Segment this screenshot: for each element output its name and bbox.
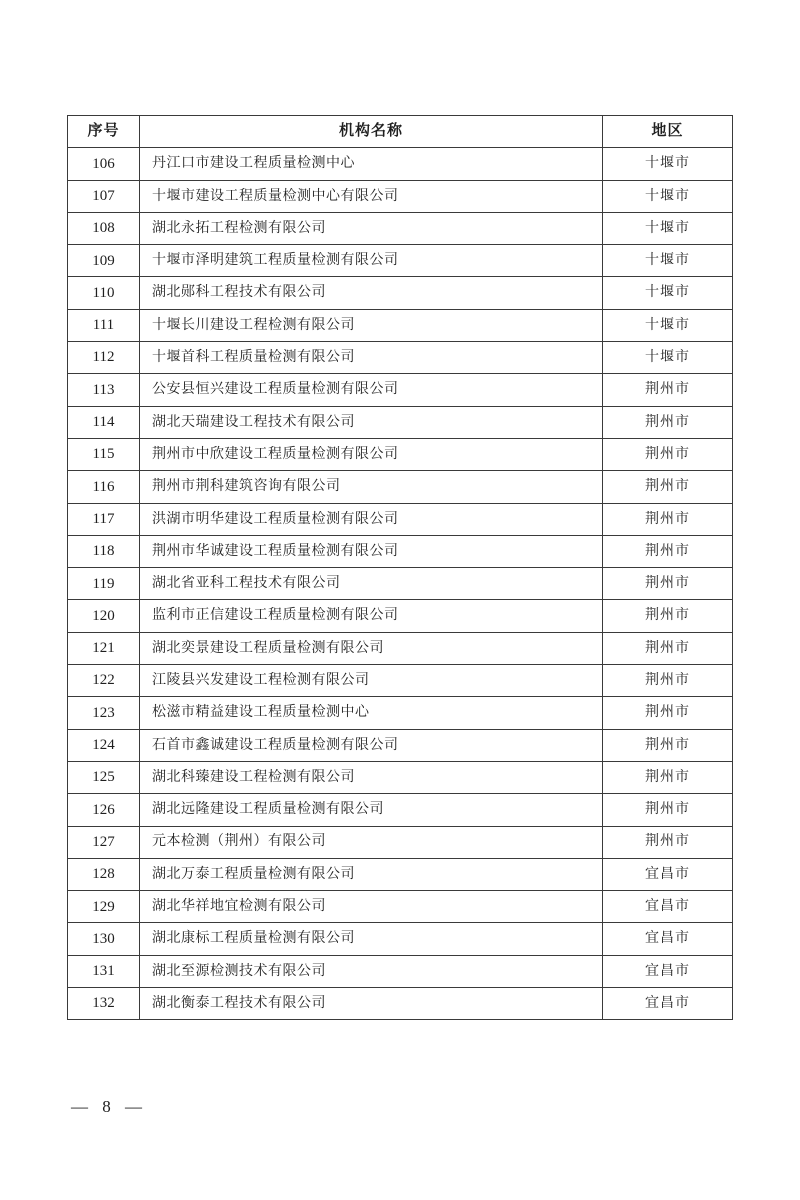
organizations-table — [67, 115, 733, 1020]
serial-cell: 124 — [68, 729, 140, 761]
region-cell: 荆州市 — [603, 632, 733, 664]
name-cell: 监利市正信建设工程质量检测有限公司 — [140, 600, 603, 632]
table-row — [68, 665, 733, 697]
name-cell: 湖北永拓工程检测有限公司 — [140, 212, 603, 244]
table-row — [68, 632, 733, 664]
region-cell: 荆州市 — [603, 503, 733, 535]
table-header-row — [68, 116, 733, 148]
name-cell: 湖北科臻建设工程检测有限公司 — [140, 761, 603, 793]
table-row — [68, 858, 733, 890]
name-cell: 石首市鑫诚建设工程质量检测有限公司 — [140, 729, 603, 761]
name-cell: 元本检测（荆州）有限公司 — [140, 826, 603, 858]
serial-cell: 116 — [68, 471, 140, 503]
table-row — [68, 212, 733, 244]
table-row — [68, 697, 733, 729]
table-row — [68, 535, 733, 567]
region-cell: 荆州市 — [603, 826, 733, 858]
table-row — [68, 245, 733, 277]
header-serial: 序号 — [68, 116, 140, 148]
region-cell: 荆州市 — [603, 438, 733, 470]
serial-cell: 131 — [68, 955, 140, 987]
region-cell: 宜昌市 — [603, 988, 733, 1020]
region-cell: 荆州市 — [603, 665, 733, 697]
region-cell: 十堰市 — [603, 309, 733, 341]
table-row — [68, 342, 733, 374]
region-cell: 荆州市 — [603, 600, 733, 632]
serial-cell: 106 — [68, 148, 140, 180]
region-cell: 十堰市 — [603, 148, 733, 180]
name-cell: 湖北郧科工程技术有限公司 — [140, 277, 603, 309]
region-cell: 十堰市 — [603, 245, 733, 277]
region-cell: 宜昌市 — [603, 923, 733, 955]
table-row — [68, 180, 733, 212]
table-row — [68, 955, 733, 987]
name-cell: 江陵县兴发建设工程检测有限公司 — [140, 665, 603, 697]
region-cell: 宜昌市 — [603, 891, 733, 923]
table-row — [68, 891, 733, 923]
header-name: 机构名称 — [140, 116, 603, 148]
name-cell: 十堰长川建设工程检测有限公司 — [140, 309, 603, 341]
serial-cell: 127 — [68, 826, 140, 858]
table-header — [68, 116, 733, 148]
name-cell: 湖北衡泰工程技术有限公司 — [140, 988, 603, 1020]
region-cell: 荆州市 — [603, 729, 733, 761]
serial-cell: 122 — [68, 665, 140, 697]
serial-cell: 107 — [68, 180, 140, 212]
serial-cell: 132 — [68, 988, 140, 1020]
region-cell: 宜昌市 — [603, 858, 733, 890]
name-cell: 湖北华祥地宜检测有限公司 — [140, 891, 603, 923]
table-row — [68, 309, 733, 341]
name-cell: 湖北天瑞建设工程技术有限公司 — [140, 406, 603, 438]
serial-cell: 125 — [68, 761, 140, 793]
name-cell: 十堰市建设工程质量检测中心有限公司 — [140, 180, 603, 212]
serial-cell: 109 — [68, 245, 140, 277]
serial-cell: 130 — [68, 923, 140, 955]
name-cell: 湖北奕景建设工程质量检测有限公司 — [140, 632, 603, 664]
table-body — [68, 148, 733, 1020]
table-row — [68, 729, 733, 761]
table-row — [68, 471, 733, 503]
serial-cell: 110 — [68, 277, 140, 309]
name-cell: 荆州市中欣建设工程质量检测有限公司 — [140, 438, 603, 470]
serial-cell: 119 — [68, 568, 140, 600]
name-cell: 十堰市泽明建筑工程质量检测有限公司 — [140, 245, 603, 277]
serial-cell: 123 — [68, 697, 140, 729]
serial-cell: 118 — [68, 535, 140, 567]
region-cell: 十堰市 — [603, 212, 733, 244]
name-cell: 公安县恒兴建设工程质量检测有限公司 — [140, 374, 603, 406]
serial-cell: 115 — [68, 438, 140, 470]
region-cell: 十堰市 — [603, 342, 733, 374]
name-cell: 湖北至源检测技术有限公司 — [140, 955, 603, 987]
header-region: 地区 — [603, 116, 733, 148]
name-cell: 荆州市华诚建设工程质量检测有限公司 — [140, 535, 603, 567]
table-row — [68, 277, 733, 309]
page-number: — 8 — — [71, 1097, 144, 1116]
name-cell: 湖北万泰工程质量检测有限公司 — [140, 858, 603, 890]
region-cell: 荆州市 — [603, 471, 733, 503]
name-cell: 洪湖市明华建设工程质量检测有限公司 — [140, 503, 603, 535]
region-cell: 十堰市 — [603, 277, 733, 309]
region-cell: 荆州市 — [603, 761, 733, 793]
serial-cell: 117 — [68, 503, 140, 535]
region-cell: 荆州市 — [603, 406, 733, 438]
region-cell: 荆州市 — [603, 568, 733, 600]
region-cell: 宜昌市 — [603, 955, 733, 987]
name-cell: 丹江口市建设工程质量检测中心 — [140, 148, 603, 180]
table-row — [68, 988, 733, 1020]
name-cell: 十堰首科工程质量检测有限公司 — [140, 342, 603, 374]
name-cell: 湖北康标工程质量检测有限公司 — [140, 923, 603, 955]
name-cell: 松滋市精益建设工程质量检测中心 — [140, 697, 603, 729]
table-row — [68, 826, 733, 858]
table-row — [68, 503, 733, 535]
region-cell: 荆州市 — [603, 697, 733, 729]
serial-cell: 113 — [68, 374, 140, 406]
name-cell: 湖北远隆建设工程质量检测有限公司 — [140, 794, 603, 826]
table-row — [68, 923, 733, 955]
table-row — [68, 568, 733, 600]
region-cell: 荆州市 — [603, 794, 733, 826]
region-cell: 十堰市 — [603, 180, 733, 212]
serial-cell: 108 — [68, 212, 140, 244]
serial-cell: 112 — [68, 342, 140, 374]
serial-cell: 120 — [68, 600, 140, 632]
name-cell: 荆州市荆科建筑咨询有限公司 — [140, 471, 603, 503]
serial-cell: 129 — [68, 891, 140, 923]
table-row — [68, 374, 733, 406]
table-row — [68, 794, 733, 826]
region-cell: 荆州市 — [603, 374, 733, 406]
table-row — [68, 761, 733, 793]
name-cell: 湖北省亚科工程技术有限公司 — [140, 568, 603, 600]
table-row — [68, 148, 733, 180]
serial-cell: 128 — [68, 858, 140, 890]
region-cell: 荆州市 — [603, 535, 733, 567]
serial-cell: 111 — [68, 309, 140, 341]
serial-cell: 121 — [68, 632, 140, 664]
table-row — [68, 600, 733, 632]
table-row — [68, 406, 733, 438]
serial-cell: 114 — [68, 406, 140, 438]
table-row — [68, 438, 733, 470]
serial-cell: 126 — [68, 794, 140, 826]
